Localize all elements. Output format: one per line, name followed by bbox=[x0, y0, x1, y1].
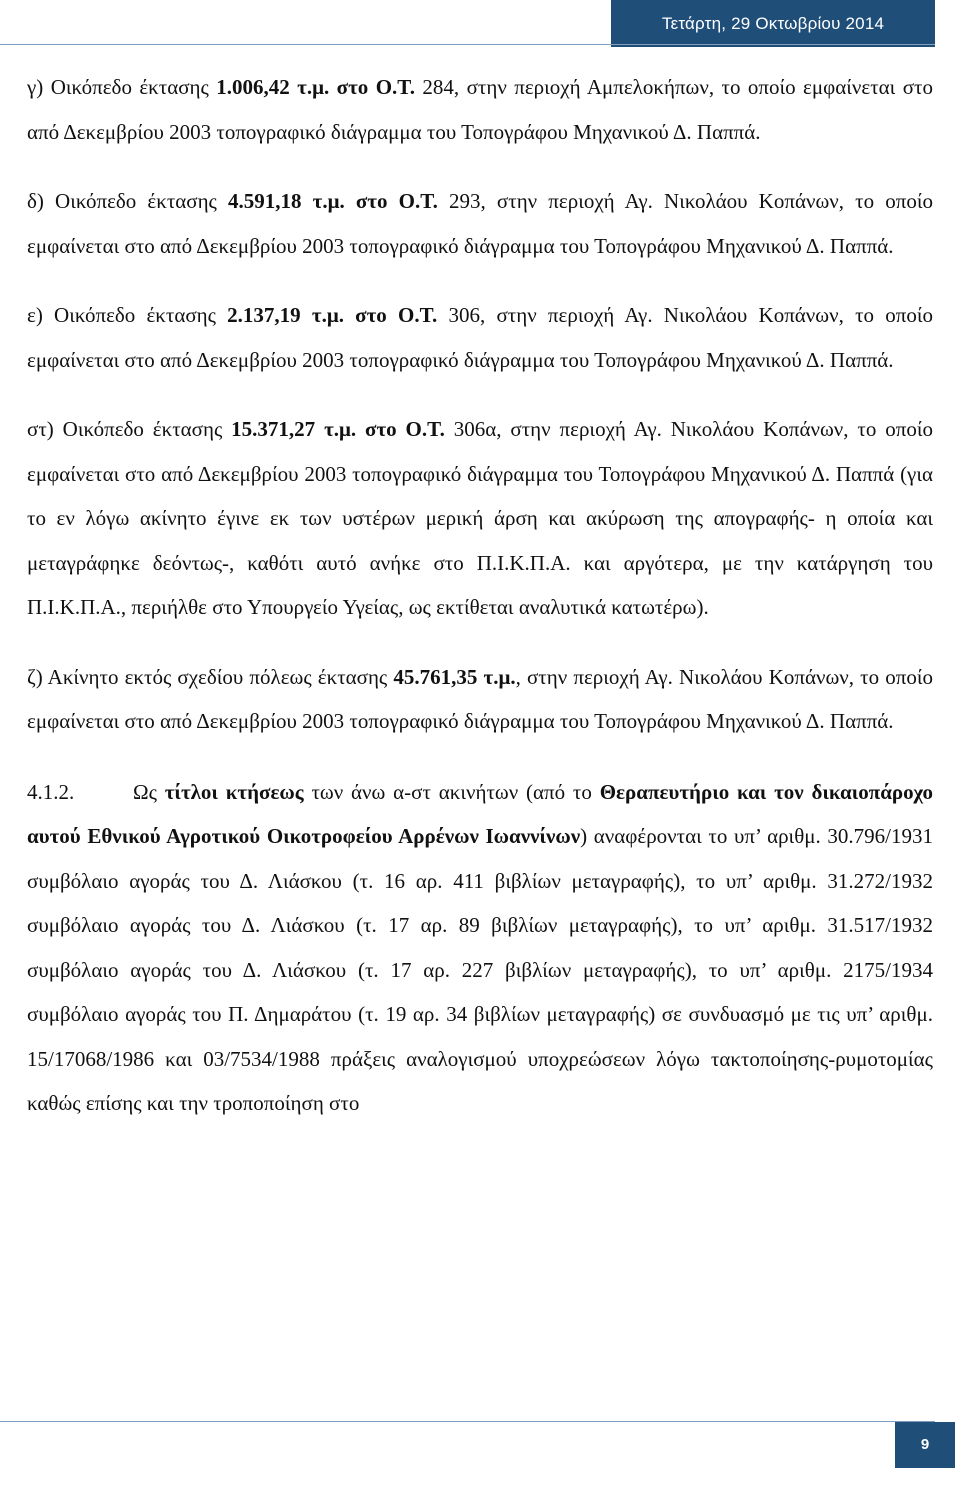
section-number: 4.1.2. bbox=[27, 779, 75, 804]
item-delta-area: 4.591,18 τ.μ. στο Ο.Τ. bbox=[228, 189, 438, 213]
item-zeta: ζ) Ακίνητο εκτός σχεδίου πόλεως έκτασης 45.761,35 τ.μ., στην περιοχή Αγ. Νικολάου Κοπάνων, το οποίο εμφαίνεται στο από Δεκεμβρίου 2003 τοπογραφικό διάγραμμα του Τοπογράφου Μηχανικού Δ. Παππά. bbox=[27, 664, 933, 733]
page-number-box bbox=[895, 1422, 955, 1468]
item-epsilon-area: 2.137,19 τ.μ. στο Ο.Τ. bbox=[227, 303, 438, 327]
item-st: στ) Οικόπεδο έκτασης 15.371,27 τ.μ. στο Ο.Τ. 306α, στην περιοχή Αγ. Νικολάου Κοπάνων, το οποίο εμφαίνεται στο από Δεκεμβρίου 2003 τοπογραφικό διάγραμμα του Τοπογράφου Μηχανικού Δ. Παππά (για το εν λόγω ακίνητο έγινε εκ των υστέρων μερική άρση και ακύρωση της απογραφής- η οποία και μεταγράφηκε δεόντως-, καθότι αυτό ανήκε στο Π.Ι.Κ.Π.Α. και αργότερα, με την κατάργηση του Π.Ι.Κ.Π.Α., περιήλθε στο Υπουργείο Υγείας, ως εκτίθεται αναλυτικά κατωτέρω). bbox=[27, 417, 933, 619]
page-number: 9 bbox=[920, 1436, 930, 1453]
footer-rule bbox=[0, 1421, 935, 1422]
header-rule bbox=[0, 44, 935, 45]
header-date: Τετάρτη, 29 Οκτωβρίου 2014 bbox=[661, 14, 885, 33]
item-epsilon: ε) Οικόπεδο έκτασης 2.137,19 τ.μ. στο Ο.Τ. 306, στην περιοχή Αγ. Νικολάου Κοπάνων, το οποίο εμφαίνεται στο από Δεκεμβρίου 2003 τοπογραφικό διάγραμμα του Τοπογράφου Μηχανικού Δ. Παππά. bbox=[27, 303, 933, 372]
item-st-area: 15.371,27 τ.μ. στο Ο.Τ. bbox=[231, 417, 445, 441]
item-delta: δ) Οικόπεδο έκτασης 4.591,18 τ.μ. στο Ο.Τ. 293, στην περιοχή Αγ. Νικολάου Κοπάνων, το οποίο εμφαίνεται στο από Δεκεμβρίου 2003 τοπογραφικό διάγραμμα του Τοπογράφου Μηχανικού Δ. Παππά. bbox=[27, 189, 933, 258]
item-gamma-area: 1.006,42 τ.μ. στο Ο.Τ. bbox=[216, 75, 415, 99]
section-bold-institution: Θεραπευτήριο και τον δικαιοπάροχο αυτού Εθνικού Αγροτικού Οικοτροφείου Αρρένων Ιωαννίνων bbox=[27, 779, 933, 848]
item-zeta-area: 45.761,35 τ.μ. bbox=[393, 664, 516, 689]
item-gamma: γ) Οικόπεδο έκτασης 1.006,42 τ.μ. στο Ο.Τ. 284, στην περιοχή Αμπελοκήπων, το οποίο εμφαίνεται στο από Δεκεμβρίου 2003 τοπογραφικό διάγραμμα του Τοπογράφου Μηχανικού Δ. Παππά. bbox=[27, 75, 933, 144]
section-4-1-2: 4.1.2. Ως τίτλοι κτήσεως των άνω α-στ ακινήτων (από το Θεραπευτήριο και τον δικαιοπάροχο αυτού Εθνικού Αγροτικού Οικοτροφείου Αρρένων Ιωαννίνων) αναφέρονται το υπ’ αριθμ. 30.796/1931 συμβόλαιο αγοράς του Δ. Λιάσκου (τ. 16 αρ. 411 βιβλίων μεταγραφής), το υπ’ αριθμ. 31.272/1932 συμβόλαιο αγοράς του Δ. Λιάσκου (τ. 17 αρ. 89 βιβλίων μεταγραφής), το υπ’ αριθμ. 31.517/1932 συμβόλαιο αγοράς του Δ. Λιάσκου (τ. 17 αρ. 227 βιβλίων μεταγραφής), το υπ’ αριθμ. 2175/1934 συμβόλαιο αγοράς του Π. Δημαράτου (τ. 19 αρ. 34 βιβλίων μεταγραφής) σε συνδυασμό με τις υπ’ αριθμ. 15/17068/1986 και 03/7534/1988 πράξεις αναλογισμού υποχρεώσεων λόγω τακτοποίησης-ρυμοτομίας καθώς επίσης και την τροποποίηση στο bbox=[27, 770, 933, 1126]
document-body bbox=[27, 65, 933, 1126]
header-date-band bbox=[611, 0, 935, 47]
section-bold-titles: τίτλοι κτήσεως bbox=[164, 779, 304, 804]
